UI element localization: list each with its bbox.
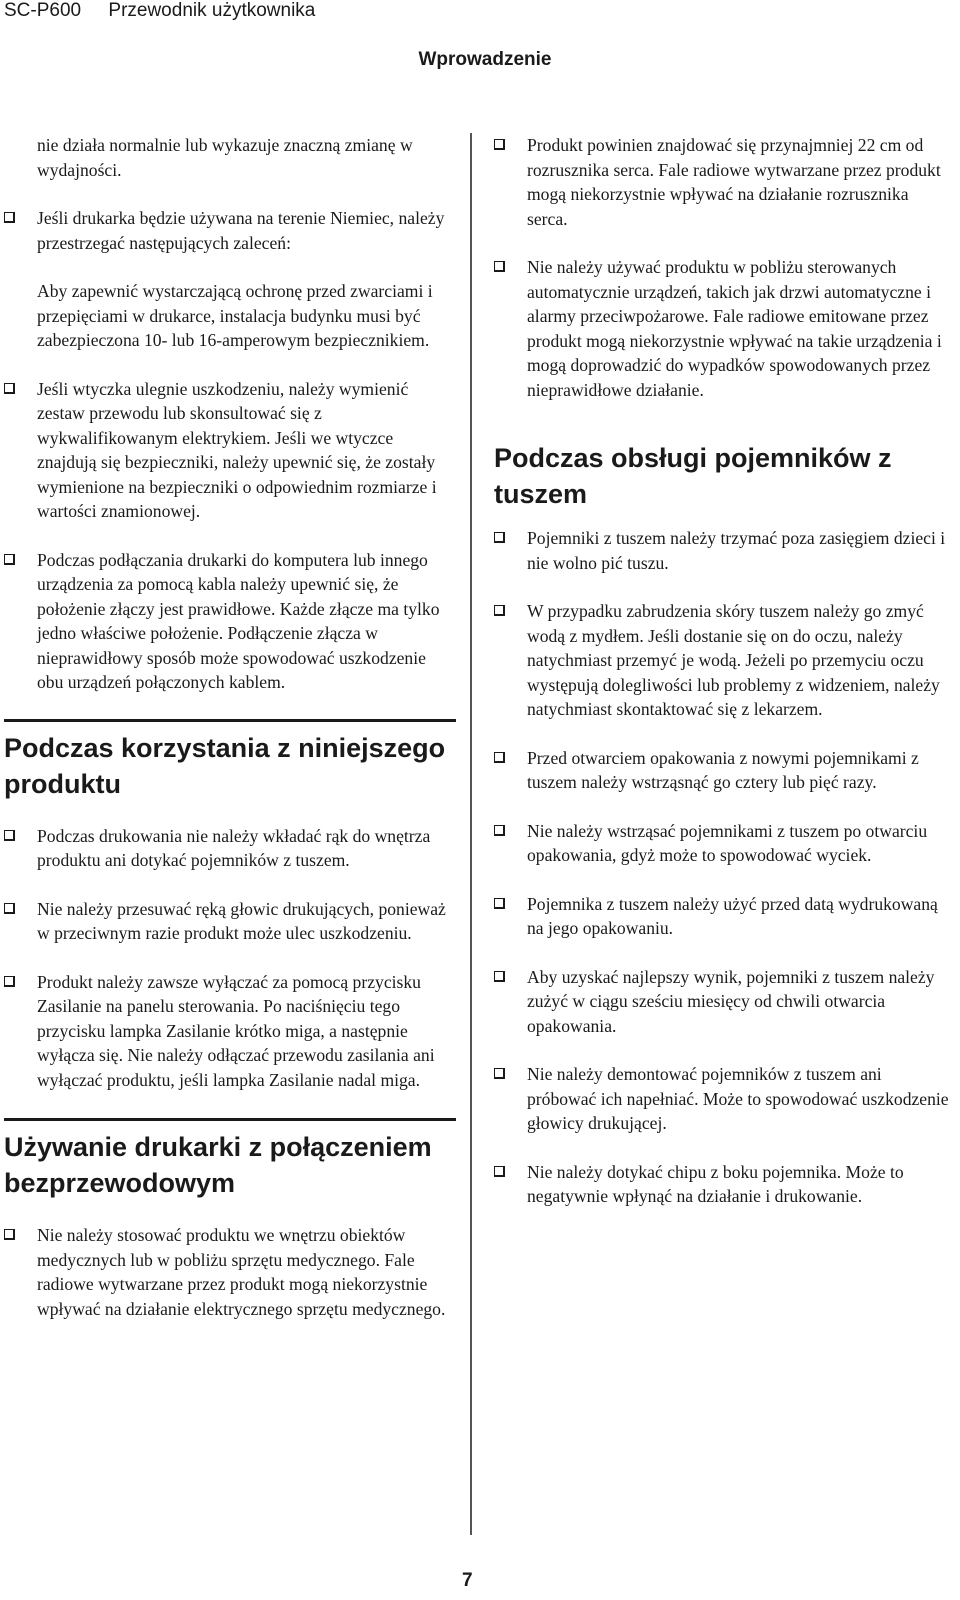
running-header [4, 0, 315, 22]
list-item-text: Nie należy przesuwać ręką głowic drukujących, ponieważ w przeciwnym razie produkt może ulec uszkodzeniu. [37, 898, 446, 943]
list-item-text: Pojemniki z tuszem należy trzymać poza zasięgiem dzieci i nie wolno pić tuszu. [527, 528, 946, 573]
list-item [494, 819, 950, 868]
list-item [4, 548, 456, 695]
list-item-text: Nie należy dotykać chipu z boku pojemnika. Może to negatywnie wpłynąć na działanie i drukowanie. [527, 1161, 904, 1206]
list-item [4, 377, 456, 524]
checkbox-bullet-icon [494, 532, 505, 543]
list-item-text: Produkt powinien znajdować się przynajmniej 22 cm od rozrusznika serca. Fale radiowe wytwarzane przez produkt mogą niekorzystnie wpływać na działanie rozrusznika serca. [527, 135, 941, 229]
column-divider [470, 133, 472, 1535]
checkbox-bullet-icon [494, 825, 505, 836]
list-left-a [4, 206, 456, 695]
right-column [494, 133, 950, 1233]
checkbox-bullet-icon [494, 605, 505, 616]
list-item-text: Nie należy demontować pojemników z tuszem ani próbować ich napełniać. Może to spowodować uszkodzenie głowicy drukującej. [527, 1064, 949, 1133]
list-item-text: Podczas drukowania nie należy wkładać rąk do wnętrza produktu ani dotykać pojemników z tuszem. [37, 825, 431, 870]
checkbox-bullet-icon [494, 139, 505, 150]
list-left-b [4, 824, 456, 1093]
list-item [4, 206, 456, 353]
list-item-text: Produkt należy zawsze wyłączać za pomocą przycisku Zasilanie na panelu sterowania. Po naciśnięciu tego przycisku lampka Zasilanie krótko miga, a następnie wyłącza się. Nie należy odłączać przewodu zasilania ani wyłączać produktu, jeśli lampka Zasilanie nadal miga. [37, 971, 435, 1090]
list-item [4, 1223, 456, 1321]
checkbox-bullet-icon [494, 752, 505, 763]
list-item-text: W przypadku zabrudzenia skóry tuszem należy go zmyć wodą z mydłem. Jeśli dostanie się on do oczu, należy natychmiast przemyć je wodą. Jeżeli po przemyciu oczu występują dolegliwości lub problemy z widzeniem, należy natychmiast skontaktować się z lekarzem. [527, 601, 940, 719]
list-item [494, 1062, 950, 1136]
checkbox-bullet-icon [4, 554, 15, 565]
heading-wireless: Używanie drukarki z połączeniem bezprzewodowym [4, 1118, 456, 1201]
list-item [4, 824, 456, 873]
page-number: 7 [462, 1570, 473, 1591]
list-item [494, 526, 950, 575]
checkbox-bullet-icon [4, 1229, 15, 1240]
list-item [494, 255, 950, 402]
checkbox-bullet-icon [494, 971, 505, 982]
list-item-text: Nie należy wstrząsać pojemnikami z tuszem po otwarciu opakowania, gdyż może to spowodować wyciek. [527, 820, 928, 865]
checkbox-bullet-icon [494, 261, 505, 272]
checkbox-bullet-icon [4, 976, 15, 987]
guide-title: Przewodnik użytkownika [108, 0, 316, 21]
list-item-text: Przed otwarciem opakowania z nowymi pojemnikami z tuszem należy wstrząsnąć go cztery lub pięć razy. [527, 747, 919, 792]
checkbox-bullet-icon [4, 830, 15, 841]
list-right-a [494, 133, 950, 402]
list-item [494, 892, 950, 941]
list-item-text: Nie należy stosować produktu we wnętrzu obiektów medycznych lub w pobliżu sprzętu medycznego. Fale radiowe wytwarzane przez produkt mogą niekorzystnie wpływać na działanie elektrycznego sprzętu medycznego. [37, 1225, 446, 1319]
list-item [4, 970, 456, 1093]
left-column [4, 133, 456, 1345]
list-item-text: Pojemnika z tuszem należy użyć przed datą wydrukowaną na jego opakowaniu. [527, 893, 938, 938]
list-item-text: Jeśli wtyczka ulegnie uszkodzeniu, należy wymienić zestaw przewodu lub skonsultować się z wykwalifikowanym elektrykiem. Jeśli we wtyczce znajdują się bezpieczniki, należy upewnić się, że zostały wymienione na bezpieczniki o odpowiednim rozmiarze i wartości znamionowej. [37, 378, 437, 521]
list-item [494, 1160, 950, 1209]
list-item [494, 965, 950, 1039]
list-item [4, 897, 456, 946]
continued-paragraph: nie działa normalnie lub wykazuje znaczną zmianę w wydajności. [37, 135, 413, 180]
list-item [494, 133, 950, 231]
list-item-text: Nie należy używać produktu w pobliżu sterowanych automatycznie urządzeń, takich jak drzwi automatyczne i alarmy przeciwpożarowe. Fale radiowe emitowane przez produkt mogą niekorzystnie wpływać na takie urządzenia i mogą doprowadzić do wypadków spowodowanych przez nieprawidłowe działanie. [527, 257, 942, 400]
list-right-b [494, 526, 950, 1209]
checkbox-bullet-icon [494, 898, 505, 909]
checkbox-bullet-icon [4, 212, 15, 223]
checkbox-bullet-icon [494, 1068, 505, 1079]
checkbox-bullet-icon [4, 383, 15, 394]
checkbox-bullet-icon [4, 903, 15, 914]
list-item-text: Aby uzyskać najlepszy wynik, pojemniki z tuszem należy zużyć w ciągu sześciu miesięcy od chwili otwarcia opakowania. [527, 966, 935, 1036]
list-item [494, 746, 950, 795]
checkbox-bullet-icon [494, 1166, 505, 1177]
list-item-text: Jeśli drukarka będzie używana na terenie Niemiec, należy przestrzegać następujących zaleceń: [37, 208, 445, 253]
heading-ink-handling: Podczas obsługi pojemników z tuszem [494, 443, 892, 509]
product-name: SC-P600 [4, 0, 82, 21]
list-item-text: Aby zapewnić wystarczającą ochronę przed zwarciami i przepięciami w drukarce, instalacja budynku musi być zabezpieczona 10- lub 16-amperowym bezpiecznikiem. [37, 281, 433, 350]
heading-product-use: Podczas korzystania z niniejszego produktu [4, 719, 456, 802]
section-title: Wprowadzenie [418, 49, 552, 70]
list-item-text: Podczas podłączania drukarki do komputera lub innego urządzenia za pomocą kabla należy upewnić się, że położenie złączy jest prawidłowe. Każde złącze ma tylko jedno właściwe położenie. Podłączenie złącza w nieprawidłowy sposób może spowodować uszkodzenie obu urządzeń połączonych kablem. [37, 549, 440, 692]
list-item [494, 599, 950, 722]
list-left-c [4, 1223, 456, 1321]
